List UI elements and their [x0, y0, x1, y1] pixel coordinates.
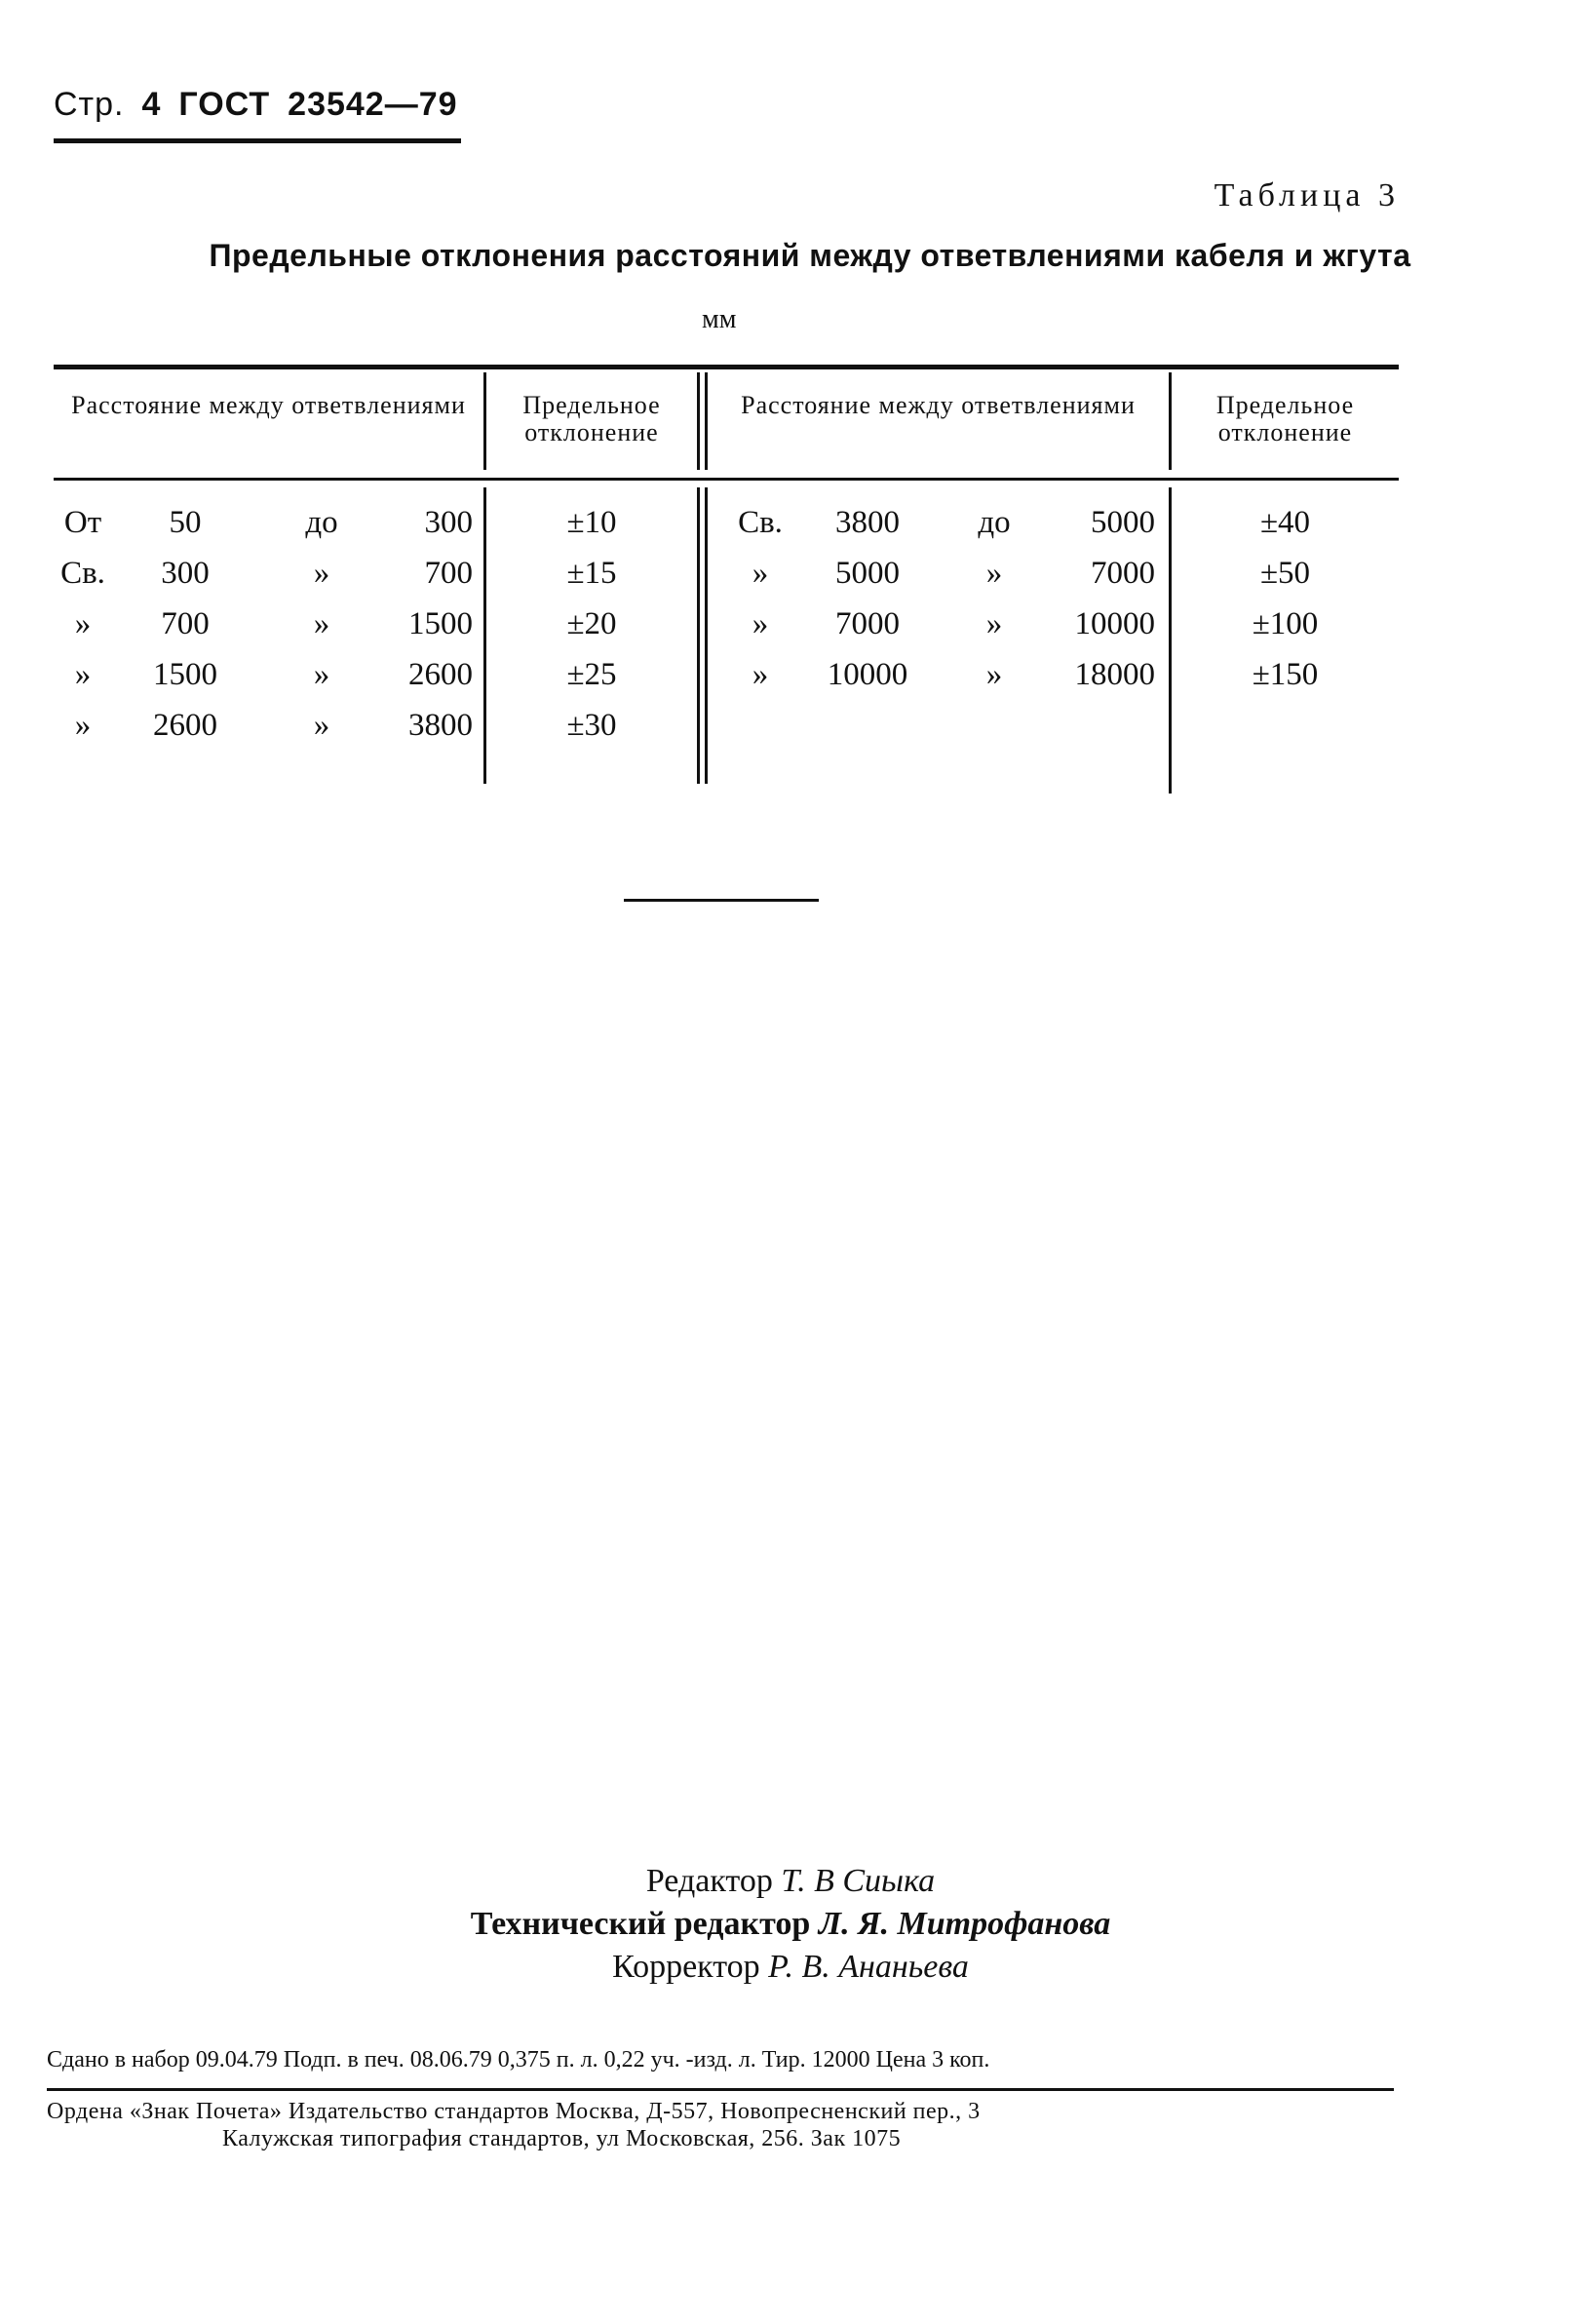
cell-to: 7000 [1091, 556, 1155, 591]
cell-to: 1500 [408, 606, 473, 641]
cell-deviation: ±20 [566, 606, 617, 641]
cell-prefix: От [63, 505, 102, 540]
cell-sep: » [313, 556, 330, 591]
cell-to: 18000 [1074, 657, 1155, 692]
header-rule [54, 138, 461, 143]
cell-from: 3800 [835, 505, 900, 540]
table-top-rule [54, 365, 1399, 369]
standard-number: 23542—79 [288, 86, 458, 123]
editor-name: Т. В Сиыка [781, 1863, 936, 1899]
cell-from: 300 [161, 556, 210, 591]
deviation-table [54, 365, 1399, 794]
cell-prefix: » [74, 606, 92, 641]
cell-deviation: ±30 [566, 708, 617, 743]
table-header-rule [54, 478, 1399, 481]
page-header [54, 86, 476, 124]
table-row [54, 649, 1399, 700]
cell-from: 7000 [835, 606, 900, 641]
cell-deviation: ±150 [1252, 657, 1319, 692]
unit-label: мм [702, 304, 737, 334]
imprint-rule [47, 2088, 1394, 2091]
table-row [54, 700, 1399, 751]
cell-prefix: » [74, 657, 92, 692]
credits [0, 1860, 1581, 1989]
center-double-divider [697, 372, 700, 470]
cell-from: 1500 [153, 657, 217, 692]
cell-to: 3800 [408, 708, 473, 743]
cell-sep: » [313, 708, 330, 743]
corrector-line [0, 1946, 1581, 1989]
cell-from: 5000 [835, 556, 900, 591]
header-left-deviation: Предельное отклонение [522, 391, 661, 446]
cell-from: 50 [169, 505, 202, 540]
corrector-name: Р. В. Ананьева [768, 1949, 969, 1985]
print-shop-line-2: Калужская типография стандартов, ул Московская, 256. Зак 1075 [222, 2126, 902, 2151]
cell-prefix: Св. [60, 556, 105, 591]
cell-deviation: ±40 [1259, 505, 1311, 540]
tech-editor-line [0, 1903, 1581, 1946]
print-shop-line-1: Ордена «Знак Почета» Издательство стандартов Москва, Д-557, Новопресненский пер., 3 [47, 2099, 981, 2124]
imprint-line: Сдано в набор 09.04.79 Подп. в печ. 08.06.79 0,375 п. л. 0,22 уч. -изд. л. Тир. 12000 Цена 3 коп. [47, 2047, 990, 2072]
table-row [54, 548, 1399, 599]
cell-sep: до [978, 505, 1011, 540]
cell-to: 300 [424, 505, 473, 540]
table-label: Таблица 3 [1214, 177, 1400, 213]
cell-to: 10000 [1074, 606, 1155, 641]
page-number: 4 [141, 86, 162, 123]
tech-editor-role: Технический редактор [470, 1906, 811, 1942]
header-right-deviation: Предельное отклонение [1215, 391, 1355, 446]
cell-from: 700 [161, 606, 210, 641]
cell-prefix: » [752, 657, 769, 692]
cell-sep: » [985, 556, 1003, 591]
cell-from: 2600 [153, 708, 217, 743]
cell-sep: » [985, 657, 1003, 692]
editor-line [0, 1860, 1581, 1903]
cell-from: 10000 [827, 657, 908, 692]
cell-sep: » [985, 606, 1003, 641]
tech-editor-name: Л. Я. Митрофанова [818, 1906, 1111, 1942]
corrector-role: Корректор [612, 1949, 760, 1985]
cell-sep: » [313, 606, 330, 641]
separator-rule [624, 899, 819, 902]
print-shop [47, 2098, 1394, 2152]
header-right-distance: Расстояние между ответвлениями [741, 391, 1136, 419]
cell-sep: » [313, 657, 330, 692]
cell-deviation: ±100 [1252, 606, 1319, 641]
cell-prefix: Св. [738, 505, 783, 540]
cell-deviation: ±15 [566, 556, 617, 591]
cell-deviation: ±10 [566, 505, 617, 540]
cell-to: 700 [424, 556, 473, 591]
cell-deviation: ±25 [566, 657, 617, 692]
table-title: Предельные отклонения расстояний между ответвлениями кабеля и жгута [209, 238, 1411, 273]
standard-label: ГОСТ [178, 86, 271, 123]
page-label: Стр. [54, 86, 125, 123]
cell-sep: до [305, 505, 338, 540]
table-row [54, 599, 1399, 649]
cell-deviation: ±50 [1259, 556, 1311, 591]
cell-prefix: » [74, 708, 92, 743]
center-double-divider [705, 372, 708, 470]
cell-to: 5000 [1091, 505, 1155, 540]
editor-role: Редактор [645, 1863, 773, 1899]
cell-prefix: » [752, 556, 769, 591]
header-left-distance: Расстояние между ответвлениями [71, 391, 466, 419]
cell-prefix: » [752, 606, 769, 641]
table-row [54, 497, 1399, 548]
cell-to: 2600 [408, 657, 473, 692]
